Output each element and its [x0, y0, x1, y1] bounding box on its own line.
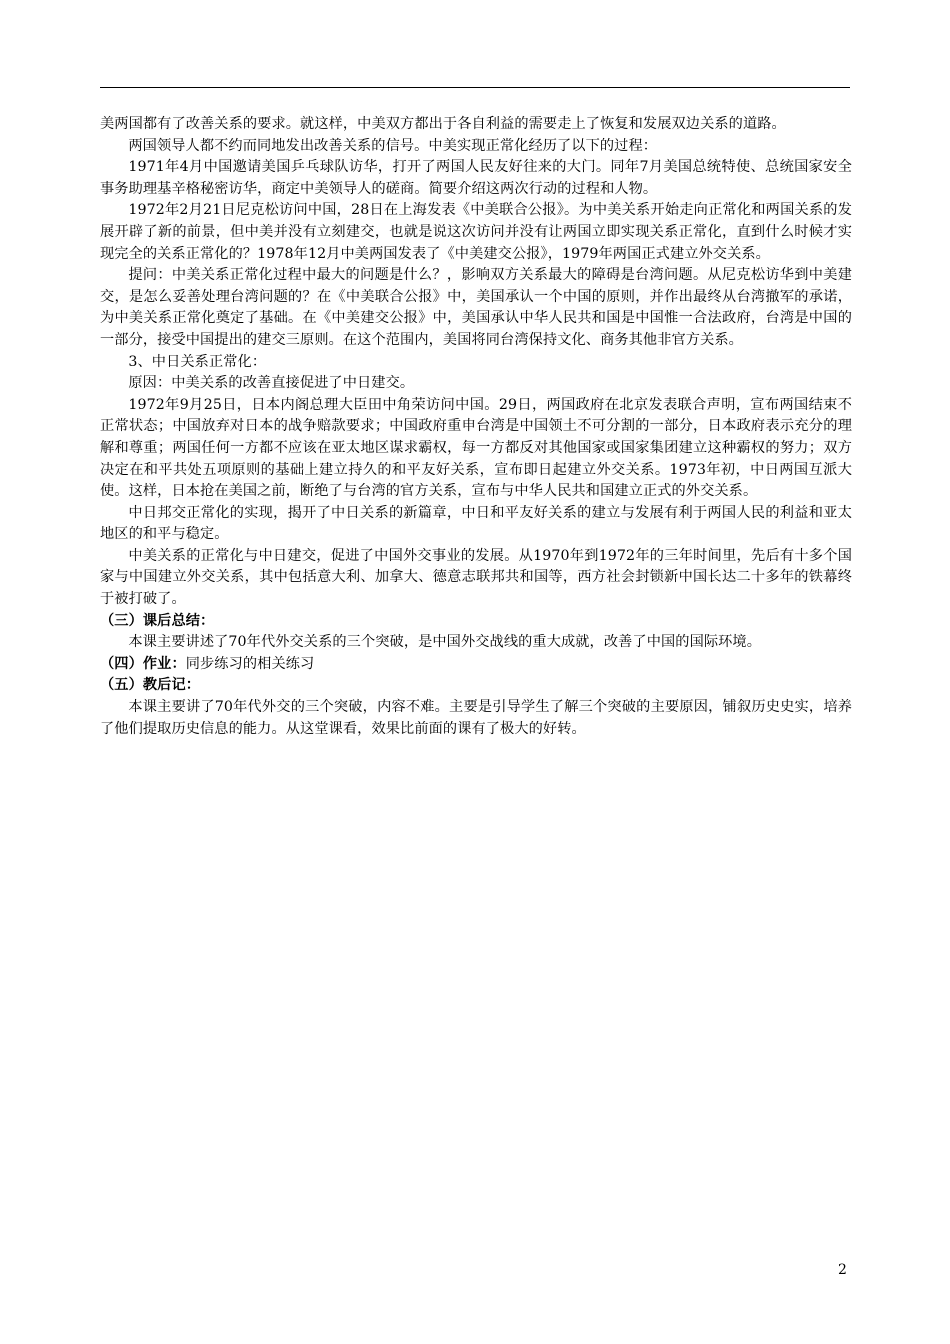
paragraph-continuation: 美两国都有了改善关系的要求。就这样，中美双方都出于各自利益的需要走上了恢复和发展双边关系的道路。	[100, 116, 786, 132]
paragraph-summary: 本课主要讲述了70年代外交关系的三个突破，是中国外交战线的重大成就，改善了中国的国际环境。	[128, 634, 762, 651]
paragraph-normalization-meaning: 中日邦交正常化的实现，揭开了中日关系的新篇章，中日和平友好关系的建立与发展有利于两国人民的利益和亚太地区的和平与稳定。	[100, 504, 852, 543]
header-rule	[100, 87, 850, 88]
heading-reflection: （五）教后记：	[100, 677, 201, 694]
page-number: 2	[838, 1262, 847, 1278]
paragraph-reason: 原因：中美关系的改善直接促进了中日建交。	[128, 375, 415, 392]
paragraph-taiwan-question: 提问：中美关系正常化过程中最大的问题是什么？，影响双方关系最大的障碍是台湾问题。从尼克松访华到中美建交，是怎么妥善处理台湾问题的？在《中美联合公报》中，美国承认一个中国的原则，并作出最终从台湾撤军的承诺，为中美关系正常化奠定了基础。在《中美建交公报》中，美国承认中华人民共和国是中国惟一合法政府，台湾是中国的一部分，接受中国提出的建交三原则。在这个范围内，美国将同台湾保持文化、商务其他非官方关系。	[100, 267, 852, 348]
paragraph-1971: 1971年4月中国邀请美国乒乓球队访华，打开了两国人民友好往来的大门。同年7月美国总统特使、总统国家安全事务助理基辛格秘密访华，商定中美领导人的磋商。简要介绍这两次行动的过程和人物。	[100, 159, 852, 197]
heading-homework	[100, 654, 852, 676]
paragraph-reflection: 本课主要讲了70年代外交的三个突破，内容不难。主要是引导学生了解三个突破的主要原因，铺叙历史史实，培养了他们提取历史信息的能力。从这堂课看，效果比前面的课有了极大的好转。	[100, 699, 853, 737]
paragraph-1972-tanaka: 1972年9月25日，日本内阁总理大臣田中角荣访问中国。29日，两国政府在北京发表联合声明，宣布两国结束不正常状态；中国放弃对日本的战争赔款要求；中国政府重申台湾是中国领土不可分割的一部分，日本政府表示充分的理解和尊重；两国任何一方都不应该在亚太地区谋求霸权，每一方都反对其他国家或国家集团建立这种霸权的努力；双方决定在和平共处五项原则的基础上建立持久的和平友好关系，宣布即日起建立外交关系。1973年初，中日两国互派大使。这样，日本抢在美国之前，断绝了与台湾的官方关系，宣布与中华人民共和国建立正式的外交关系。	[100, 396, 852, 500]
paragraph-1972-nixon: 1972年2月21日尼克松访问中国，28日在上海发表《中美联合公报》。为中美关系开始走向正常化和两国关系的发展开辟了新的前景，但中美并没有立刻建交，也就是说这次访问并没有让两国立即实现关系正常化，直到什么时候才实现完全的关系正常化的？1978年12月中美两国发表了《中美建交公报》，1979年两国正式建立外交关系。	[100, 202, 852, 262]
paragraph-signals: 两国领导人都不约而同地发出改善关系的信号。中美实现正常化经历了以下的过程：	[128, 137, 658, 154]
heading-homework-label: （四）作业：	[100, 655, 186, 672]
heading-summary: （三）课后总结：	[100, 612, 215, 629]
document-body	[100, 114, 852, 740]
paragraph-diplomatic-development: 中美关系的正常化与中日建交，促进了中国外交事业的发展。从1970年到1972年的三年时间里，先后有十多个国家与中国建立外交关系，其中包括意大利、加拿大、德意志联邦共和国等，西方社会封锁新中国长达二十多年的铁幕终于被打破了。	[100, 547, 852, 608]
heading-homework-text: 同步练习的相关练习	[185, 655, 315, 672]
section-sino-japan-title: 3、中日关系正常化：	[128, 353, 267, 370]
